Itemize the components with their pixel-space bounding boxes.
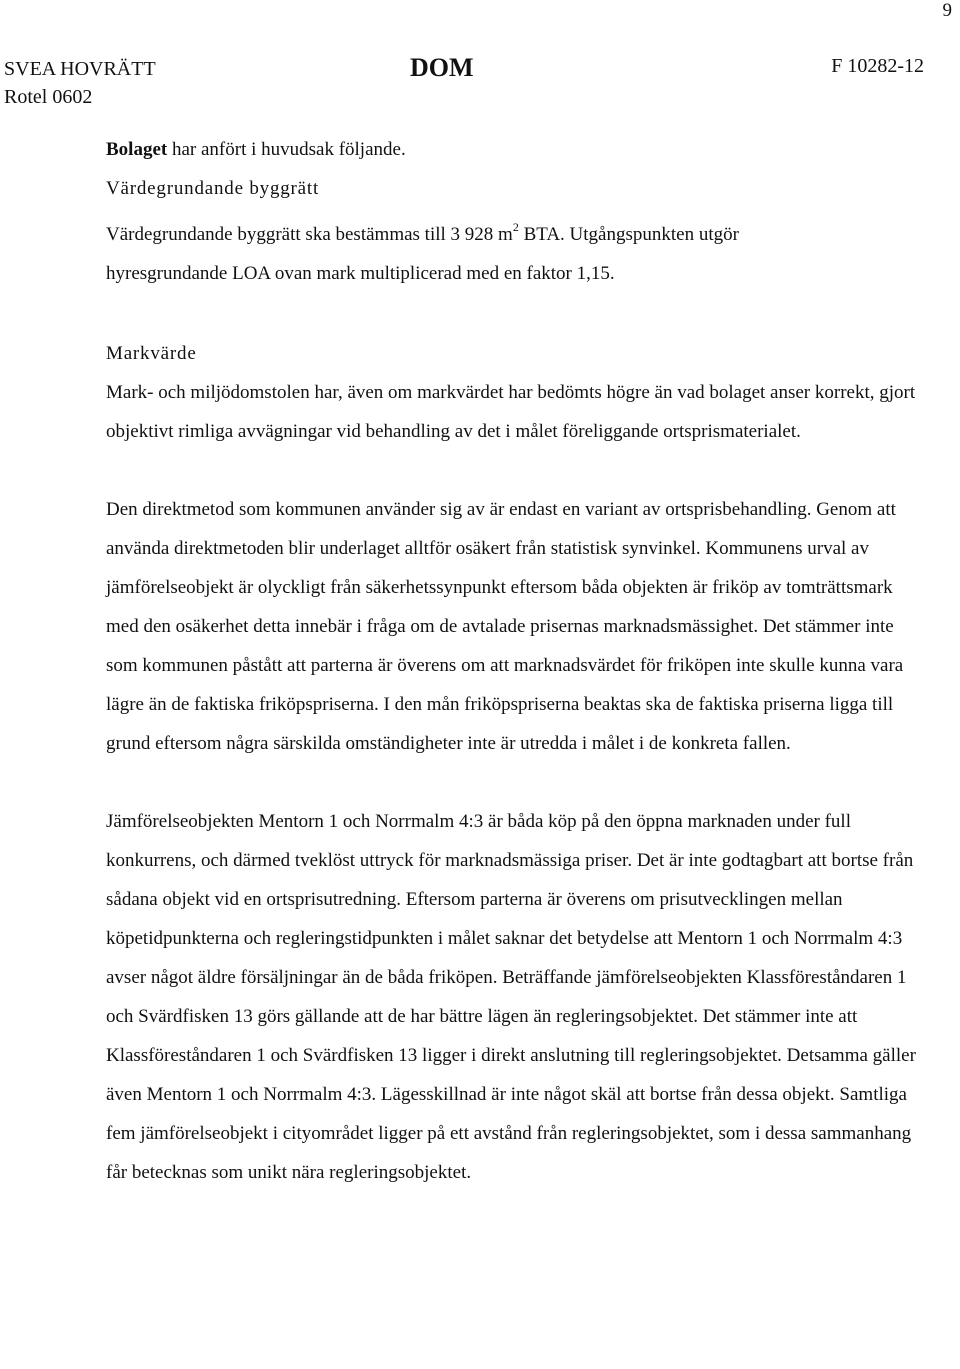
section-heading-byggratt: Värdegrundande byggrätt (106, 178, 320, 199)
intro-line (106, 130, 916, 169)
header-court-info (4, 55, 156, 111)
markvarde-paragraph-2: Den direktmetod som kommunen använder sig av är endast en variant av ortsprisbehandling. Genom att använda direktmetoden blir underlaget alltför osäkert från statistisk synvinkel. Kommunens urval av jämförelseobjekt är olyckligt från säkerhetssynpunkt eftersom båda objekten är friköp av tomträttsmark med den osäkerhet detta innebär i fråga om de avtalade prisernas marknadsmässighet. Det stämmer inte som kommunen påstått att parterna är överens om att marknadsvärdet för friköpen inte skulle kunna vara lägre än de faktiska friköpspriserna. I den mån friköpspriserna beaktas ska de faktiska priserna ligga till grund eftersom några särskilda omständigheter inte är utredda i målet i de konkreta fallen. (106, 499, 904, 754)
byggratt-text-end: BTA. Utgångspunkten utgör (518, 224, 739, 245)
intro-subject: Bolaget (106, 139, 168, 160)
byggratt-text-start: Värdegrundande byggrätt ska bestämmas till 3 928 m (106, 224, 513, 245)
document-body (106, 130, 916, 1192)
square-superscript: 2 (512, 220, 519, 234)
page-number: 9 (942, 0, 952, 21)
markvarde-paragraph-1: Mark- och miljödomstolen har, även om markvärdet har bedömts högre än vad bolaget anser korrekt, gjort objektivt rimliga avvägningar vid behandling av det i målet föreliggande ortsprismaterialet. (106, 382, 916, 442)
intro-text: har anfört i huvudsak följande. (167, 139, 406, 160)
court-division: Rotel 0602 (4, 86, 93, 108)
court-name: SVEA HOVRÄTT (4, 58, 156, 80)
section-heading-markvarde: Markvärde (106, 343, 197, 364)
byggratt-text-line2: hyresgrundande LOA ovan mark multiplicerad med en faktor 1,15. (106, 263, 615, 284)
markvarde-paragraph-3: Jämförelseobjekten Mentorn 1 och Norrmalm 4:3 är båda köp på den öppna marknaden under full konkurrens, och därmed tveklöst uttryck för marknadsmässiga priser. Det är inte godtagbart att bortse från sådana objekt vid en ortsprisutredning. Eftersom parterna är överens om prisutvecklingen mellan köpetidpunkterna och regleringstidpunkten i målet saknar det betydelse att Mentorn 1 och Norrmalm 4:3 avser något äldre försäljningar än de båda friköpen. Beträffande jämförelseobjekten Klassföreståndaren 1 och Svärdfisken 13 görs gällande att de har bättre lägen än regleringsobjektet. Det stämmer inte att Klassföreståndaren 1 och Svärdfisken 13 ligger i direkt anslutning till regleringsobjektet. Detsamma gäller även Mentorn 1 och Norrmalm 4:3. Lägesskillnad är inte något skäl att bortse från dessa objekt. Samtliga fem jämförelseobjekt i cityområdet ligger på ett avstånd från regleringsobjektet, som i dessa sammanhang får betecknas som unikt nära regleringsobjektet. (106, 811, 916, 1183)
byggratt-paragraph (106, 208, 916, 293)
case-number: F 10282-12 (831, 55, 924, 77)
document-type: DOM (410, 53, 474, 82)
